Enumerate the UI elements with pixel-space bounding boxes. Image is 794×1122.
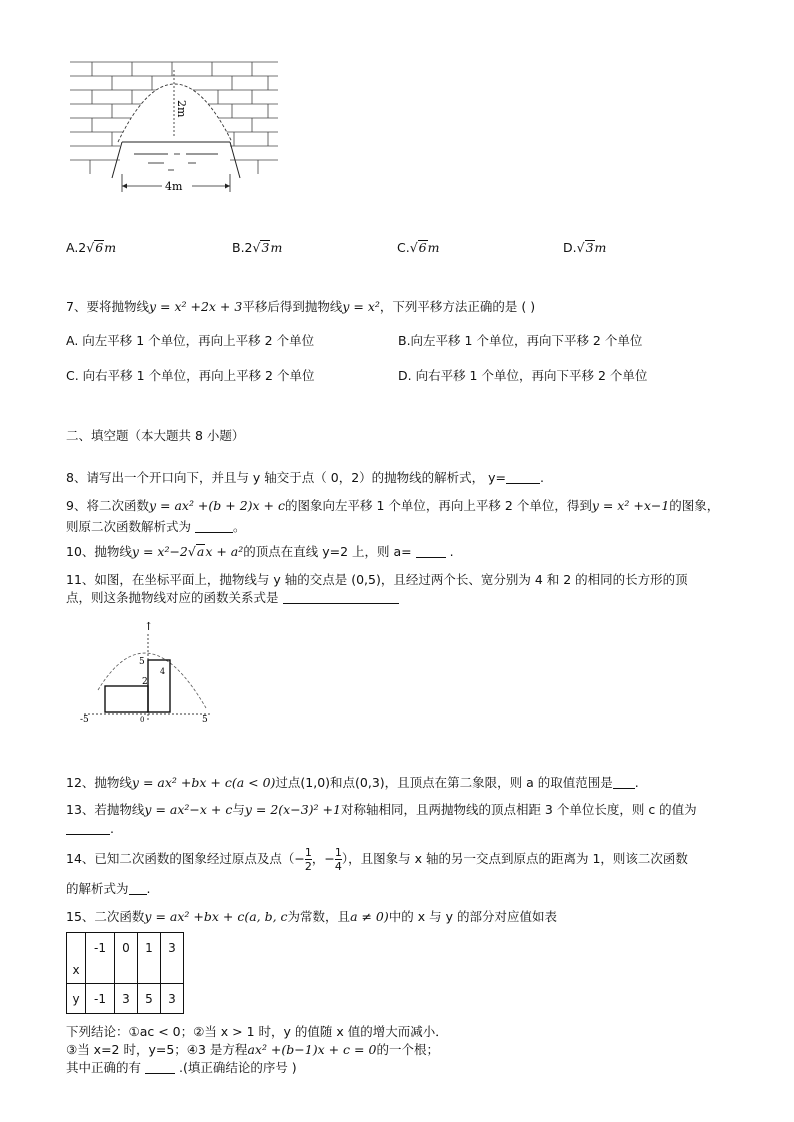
q15-value-table [66,932,184,1014]
q6-option-b-radicand: 3 [261,240,270,255]
q11-line2 [66,589,399,607]
q15-c: 中的 x 与 y 的部分对应值如表 [388,909,557,924]
q11-label-neg5: -5 [80,715,89,725]
q9-line2 [66,518,246,536]
q12-b: 过点(1,0)和点(0,3)，且顶点在第二象限，则 a 的取值范围是 [275,775,613,790]
q9-a: 9、将二次函数 [66,498,149,513]
q10-answer-blank[interactable] [416,545,446,558]
q15-cell: -1 [86,933,115,984]
q13-b: 与 [232,802,245,817]
q6-option-c-unit: m [427,240,440,255]
q15-concl3-b: .(填正确结论的序号 ) [178,1060,297,1075]
q6-option-a-radicand: 6 [95,240,104,255]
q9-answer-blank[interactable] [195,520,233,533]
q6-option-d: D.√3m [563,240,607,255]
q7-option-b: B.向左平移 1 个单位，再向下平移 2 个单位 [398,333,643,348]
q11-rect-horizontal [105,686,148,712]
q15-cell: 1 [138,933,161,984]
q11-figure [76,618,226,728]
q13-c: 对称轴相同，且两抛物线的顶点相距 3 个单位长度，则 c 的值为 [340,802,697,817]
q7-option-d: D. 向右平移 1 个单位，再向下平移 2 个单位 [398,368,648,383]
q11-label-o: 0 [140,716,145,724]
q14-answer-blank[interactable] [129,882,147,895]
q6-option-b-unit: m [270,240,283,255]
q8-text: 8、请写出一个开口向下，并且与 y 轴交于点（ 0，2）的抛物线的解析式， y= [66,470,507,485]
q8-end: . [540,470,545,485]
q6-option-c-radicand: 6 [418,240,427,255]
q15-concl2-a: ③当 x=2 时，y=5；④3 是方程 [66,1042,248,1057]
q15-cell: 5 [138,984,161,1014]
q15-formula1: y = ax² +bx + c(a, b, c [144,909,288,924]
q9-end: 。 [233,519,246,534]
q10-formula2: x + a² [205,544,244,559]
q14-line1 [66,846,688,873]
q8 [66,469,544,487]
q15-stem [66,908,557,926]
q6-option-d-unit: m [594,240,607,255]
q10-end: . [449,544,454,559]
q11-label-4: 4 [160,667,166,676]
q15-formula2: a ≠ 0) [350,909,389,924]
q11-label-5: 5 [139,657,145,667]
q7-suffix: ，下列平移方法正确的是 ( ) [379,299,536,314]
q7-curve2: y = x² [342,299,380,314]
q14-frac2-num: 1 [334,846,342,859]
q7-stem [66,298,535,316]
height-label: 2m [175,100,188,118]
q10-radicand: a [196,544,205,559]
q15-row-x [67,933,184,984]
q14-frac1-den: 2 [304,860,312,873]
q6-option-b-coef: B.2 [232,240,253,255]
q15-conclusion-3 [66,1059,297,1077]
q6-option-a-coef: A.2 [66,240,87,255]
q15-concl3-a: 其中正确的有 [66,1060,142,1075]
arch-figure [68,56,288,204]
q15-cell: 0 [115,933,138,984]
q11-line2-text: 点，则这条抛物线对应的函数关系式是 [66,590,279,605]
q12 [66,774,639,792]
q11-answer-blank[interactable] [283,591,399,604]
q14-frac1 [305,846,312,873]
q14-sep: ， [311,851,325,866]
q6-option-a: A.2√6m [66,240,117,255]
q15-b: 为常数，且 [287,909,351,924]
q10-formula1: y = x²−2 [131,544,188,559]
q10-a: 10、抛物线 [66,544,132,559]
q6-option-c-coef: C. [397,240,410,255]
q14-line2-text: 的解析式为 [66,881,129,896]
q6-option-d-radicand: 3 [585,240,594,255]
q12-answer-blank[interactable] [613,776,635,789]
q14-frac1-sign: − [294,851,305,866]
q15-cell: y [67,984,86,1014]
q12-a: 12、抛物线 [66,775,132,790]
q9-c: 的图象， [669,498,720,513]
q15-concl2-b: 的一个根； [376,1042,439,1057]
q10: 10、抛物线y = x²−2√ax + a²的顶点在直线 y=2 上，则 a= . [66,544,454,559]
q13-line2 [66,820,114,838]
section-heading: 二、填空题（本大题共 8 小题） [66,428,245,443]
q15-cell: 3 [115,984,138,1014]
q11-label-2: 2 [142,677,148,687]
q13-answer-blank[interactable] [66,822,110,835]
q15-cell: 3 [161,984,184,1014]
q12-formula1: y = ax² +bx + c(a < 0) [131,775,276,790]
arch-curve [118,84,232,142]
q15-cell: -1 [86,984,115,1014]
q15-concl2-formula: ax² +(b−1)x + c = 0 [247,1042,377,1057]
q6-option-d-coef: D. [563,240,577,255]
q6-option-b: B.2√3m [232,240,283,255]
q6-option-a-unit: m [104,240,117,255]
q8-answer-blank[interactable] [506,471,540,484]
q14-frac2-sign: − [324,851,335,866]
q15-answer-blank[interactable] [145,1061,175,1074]
q14-frac1-num: 1 [304,846,312,859]
q10-b: 的顶点在直线 y=2 上，则 a= [243,544,412,559]
q11-label-5x: 5 [202,715,208,725]
q14-a: 14、已知二次函数的图象经过原点及点（ [66,851,295,866]
q14-end: . [146,881,151,896]
q9-line1 [66,497,719,515]
q15-conclusion-2 [66,1041,439,1059]
q13-a: 13、若抛物线 [66,802,145,817]
q13-formula2: y = 2(x−3)² +1 [244,802,341,817]
q15-cell: x [67,933,86,984]
q14-line2 [66,880,151,898]
q11-line1: 11、如图，在坐标平面上，抛物线与 y 轴的交点是 (0,5)，且经过两个长、宽分别为 4 和 2 的相同的长方形的顶 [66,572,688,587]
q12-end: . [634,775,639,790]
q15-cell: 3 [161,933,184,984]
width-label: 4m [165,180,183,193]
q11-parabola [98,653,206,708]
q7-option-a: A. 向左平移 1 个单位，再向上平移 2 个单位 [66,333,315,348]
q11-y-arrow: ↑ [144,620,154,633]
q13-formula1: y = ax²−x + c [144,802,233,817]
q9-formula2: y = x² +x−1 [591,498,670,513]
q7-option-c: C. 向右平移 1 个单位，再向上平移 2 个单位 [66,368,315,383]
q9-b: 的图象向左平移 1 个单位，再向上平移 2 个单位，得到 [285,498,592,513]
q15-a: 15、二次函数 [66,909,145,924]
q11-rect-vertical [148,660,170,712]
q7-prefix: 7、要将抛物线 [66,299,149,314]
q9-formula1: y = ax² +(b + 2)x + c [148,498,286,513]
q14-frac2-den: 4 [334,860,342,873]
q15-row-y [67,984,184,1014]
q14-frac2 [335,846,342,873]
q14-b: ），且图象与 x 轴的另一交点到原点的距离为 1，则该二次函数 [341,851,688,866]
q7-curve1: y = x² +2x + 3 [148,299,243,314]
q7-mid: 平移后得到抛物线 [242,299,343,314]
q15-conclusion-1: 下列结论：①ac < 0；②当 x > 1 时，y 的值随 x 值的增大而减小． [66,1024,448,1039]
q13-end: . [110,821,114,836]
q9-line2-text: 则原二次函数解析式为 [66,519,192,534]
q13-line1 [66,801,697,819]
q6-option-c: C.√6m [397,240,440,255]
